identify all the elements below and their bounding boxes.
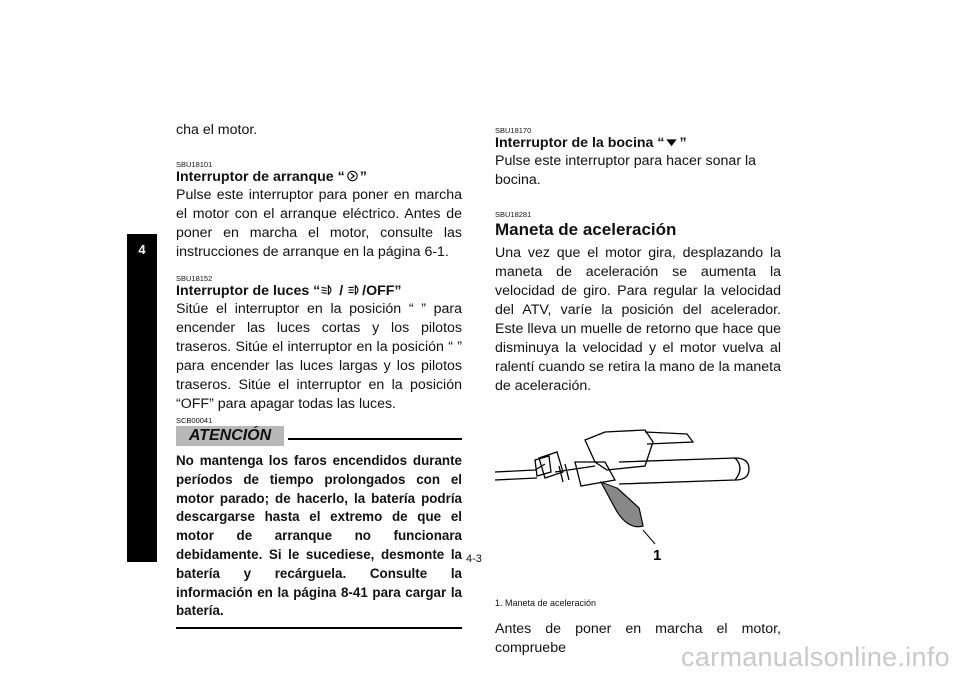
section-code: SBU18152	[176, 274, 213, 283]
horn-switch-text: Pulse este interruptor para hacer sonar la bocina.	[495, 153, 757, 188]
section-code: SBU18170	[495, 126, 532, 135]
closing-text: Antes de poner en marcha el motor, compruebe	[495, 621, 781, 656]
section-code: SBU18281	[495, 210, 532, 219]
watermark: carmanualsonline.info	[681, 642, 950, 672]
chapter-tab	[127, 234, 157, 562]
warning-label: ATENCIÓN	[176, 426, 284, 446]
high-beam-icon	[347, 284, 362, 296]
handlebar-illustration	[495, 422, 781, 592]
section-code: SCB00041	[176, 416, 213, 425]
intro-text: cha el motor.	[176, 122, 258, 138]
starter-icon	[345, 170, 360, 182]
throttle-text: Una vez que el motor gira, desplazando la maneta de aceleración se aumenta la velocidad de giro. Para regular la velocidad del ATV, varíe la posición del acelerador. Este lleva un muelle de retorno que hace que disminuya la velocidad y el motor vuelva al ralentí cuando se retira la mano de la maneta de aceleración.	[495, 245, 781, 394]
starter-switch-heading: Interruptor de arranque “ ”	[176, 169, 367, 185]
figure-callout: 1	[653, 547, 662, 564]
figure-caption: 1. Maneta de aceleración	[495, 598, 597, 608]
light-switch-text: Sitúe el interruptor en la posición “ ” para encender las luces cortas y los pilotos traseros. Sitúe el interruptor en la posición “ ” para encender las luces largas y los pilotos traseros. Sitúe el interruptor en la posición “OFF” para apagar todas las luces.	[176, 301, 462, 412]
section-code: SBU18101	[176, 160, 213, 169]
chapter-number: 4	[138, 242, 146, 257]
starter-switch-text: Pulse este interruptor para poner en marcha el motor con el arranque eléctrico. Antes de poner en marcha el motor, consulte las instrucciones de arranque en la página 6-1.	[176, 187, 462, 260]
throttle-heading: Maneta de aceleración	[495, 220, 677, 239]
page-number: 4-3	[466, 553, 482, 565]
throttle-figure	[495, 422, 781, 592]
left-column	[176, 121, 462, 629]
right-column	[495, 121, 781, 658]
low-beam-icon	[320, 284, 335, 296]
warning-rule	[288, 438, 462, 440]
warning-divider	[176, 627, 462, 629]
warning-text: No mantenga los faros encendidos durante períodos de tiempo prolongados con el motor parado; de hacerlo, la batería podría descargarse hasta el extremo de que el motor de arranque no funcionara debidamente. Si le sucediese, desmonte la batería y recárguela. Consulte la información en la página 8-41 para cargar la batería.	[176, 453, 462, 619]
horn-icon	[664, 136, 679, 148]
light-switch-heading: Interruptor de luces “ / /OFF”	[176, 283, 402, 299]
warning-header	[176, 426, 462, 448]
horn-switch-heading: Interruptor de la bocina “ ”	[495, 135, 687, 151]
